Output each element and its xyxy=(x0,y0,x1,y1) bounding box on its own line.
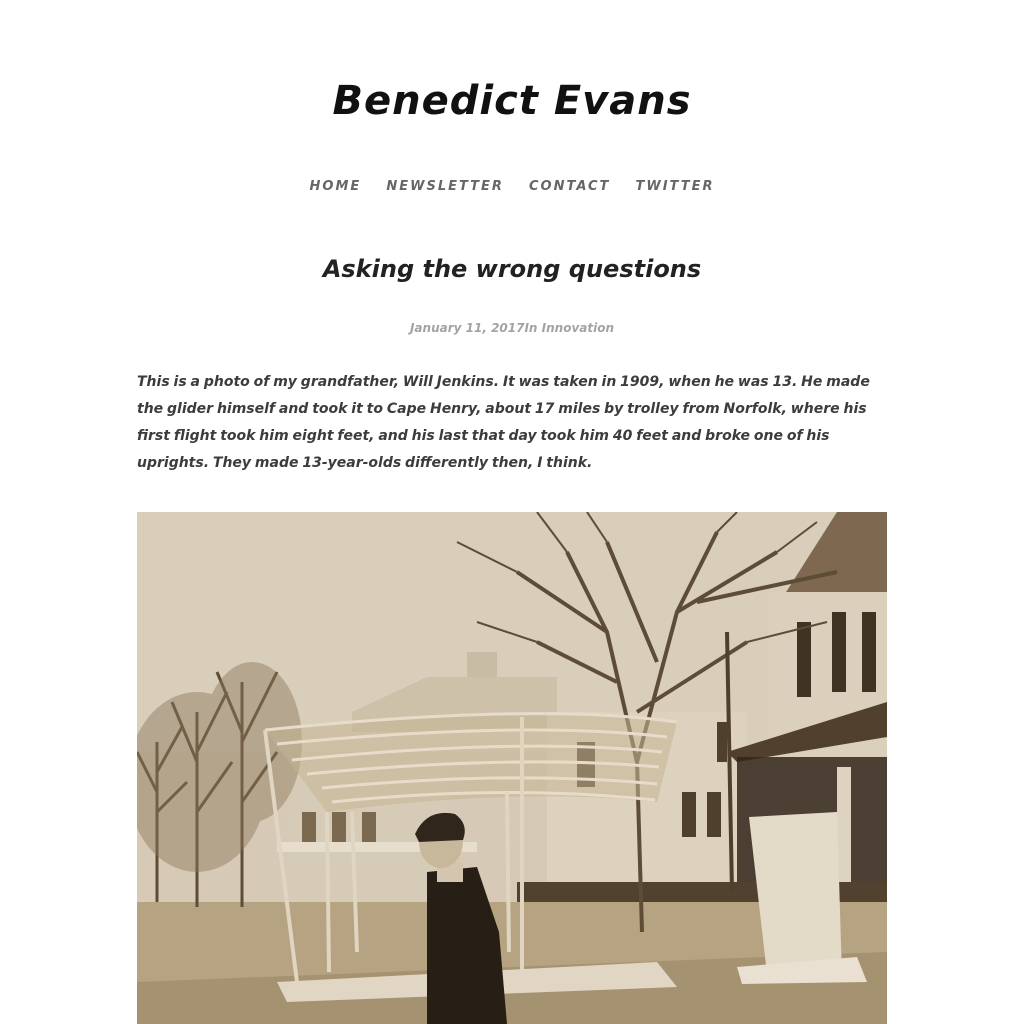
category-link[interactable]: Innovation xyxy=(541,321,615,335)
nav-contact[interactable]: CONTACT xyxy=(529,179,611,194)
post-date-link[interactable]: January 11, 2017 xyxy=(409,321,525,335)
post-photo xyxy=(137,512,887,1024)
post-title: Asking the wrong questions xyxy=(322,255,702,283)
post-meta xyxy=(0,320,1024,336)
category-prefix: In xyxy=(524,321,538,335)
nav-twitter[interactable]: TWITTER xyxy=(635,179,715,194)
post-intro: This is a photo of my grandfather, Will Jenkins. It was taken in 1909, when he was 13. He made the glider himself and took it to Cape Henry, about 17 miles by trolley from Norfolk, where his first flight took him eight feet, and his last that day took him 40 feet and broke one of his uprights. They made 13-year-olds differently then, I think. xyxy=(137,374,870,471)
site-title-link[interactable]: Benedict Evans xyxy=(332,78,692,124)
main-nav xyxy=(0,176,1024,196)
photo-sepia-wash xyxy=(137,512,887,1024)
sepia-photo-illustration xyxy=(137,512,887,1024)
nav-newsletter[interactable]: NEWSLETTER xyxy=(386,179,504,194)
nav-home[interactable]: HOME xyxy=(309,179,362,194)
